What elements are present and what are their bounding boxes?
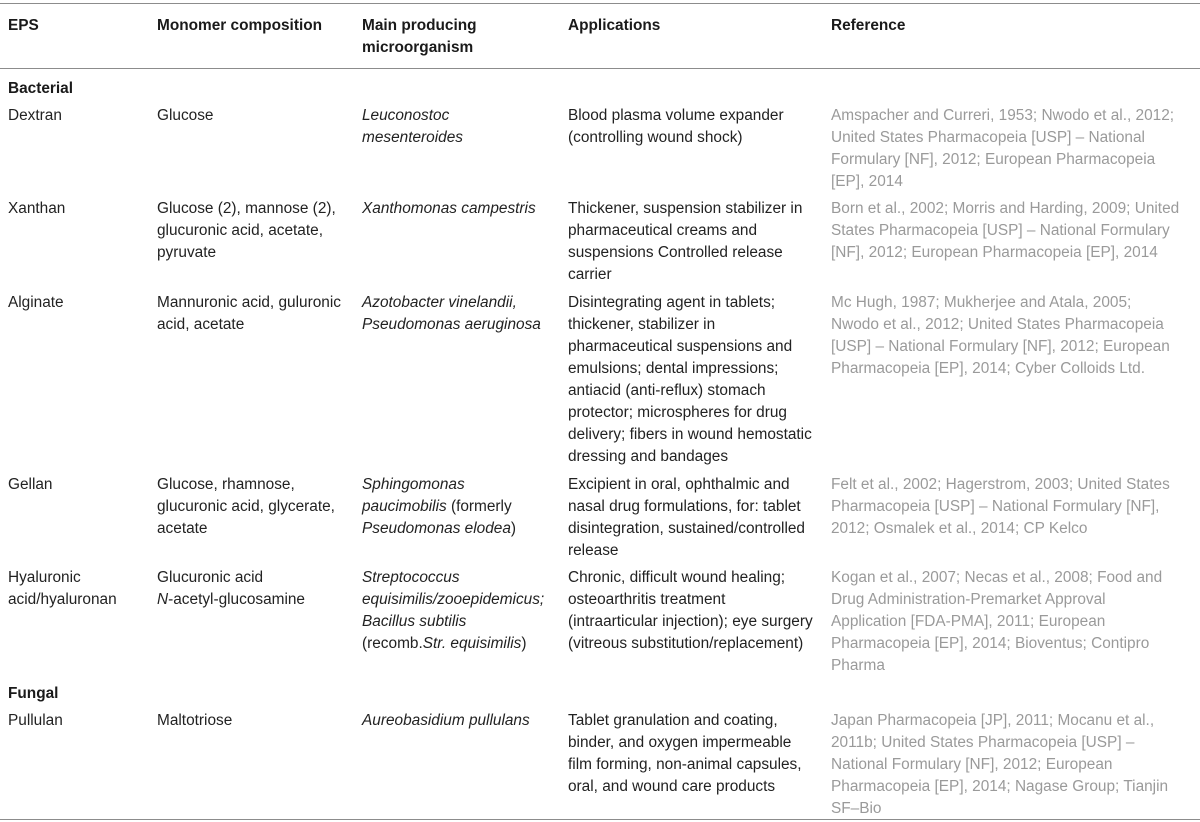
cell-applications: binder, and oxygen impermeable	[568, 734, 792, 751]
cell-monomer: glucuronic acid, glycerate,	[157, 498, 335, 515]
cell-applications: Tablet granulation and coating,	[568, 712, 778, 729]
cell-applications: film forming, non-animal capsules,	[568, 756, 802, 773]
cell-monomer: glucuronic acid, acetate,	[157, 222, 323, 239]
cell-monomer: acetate	[157, 520, 208, 537]
cell-reference: 2011b; United States Pharmacopeia [USP] –	[831, 734, 1135, 751]
cell-reference: Japan Pharmacopeia [JP], 2011; Mocanu et al.,	[831, 712, 1155, 729]
cell-applications: release	[568, 542, 619, 559]
cell-producer	[362, 198, 536, 220]
cell-producer	[362, 589, 544, 611]
cell-monomer	[157, 589, 305, 611]
cell-reference: States Pharmacopeia [USP] – National Formulary	[831, 222, 1170, 239]
cell-reference: National Formulary [NF], 2012; European	[831, 756, 1113, 773]
cell-reference: [NF], 2012; European Pharmacopeia [EP], 2014	[831, 244, 1158, 261]
cell-producer	[362, 518, 516, 540]
cell-applications: nasal drug formulations, for: tablet	[568, 498, 801, 515]
cell-applications: suspensions Controlled release	[568, 244, 783, 261]
cell-producer	[362, 567, 460, 589]
cell-monomer: Glucuronic acid	[157, 569, 264, 586]
header-monomer: Monomer composition	[157, 17, 323, 34]
cell-reference: Born et al., 2002; Morris and Harding, 2009; United	[831, 200, 1180, 217]
cell-applications: pharmaceutical suspensions and	[568, 338, 793, 355]
cell-monomer: Glucose (2), mannose (2),	[157, 200, 336, 217]
cell-applications: Disintegrating agent in tablets;	[568, 294, 776, 311]
cell-applications: (vitreous substitution/replacement)	[568, 635, 804, 652]
cell-applications: delivery; fibers in wound hemostatic	[568, 426, 812, 443]
cell-reference: Pharmacopeia [USP] – National Formulary [NF],	[831, 498, 1160, 515]
cell-monomer: pyruvate	[157, 244, 217, 261]
cell-applications: protector; microspheres for drug	[568, 404, 787, 421]
producer-text: Pseudomonas elodea	[362, 520, 511, 537]
cell-eps: Gellan	[8, 476, 53, 493]
cell-applications: Blood plasma volume expander	[568, 107, 784, 124]
cell-reference: Mc Hugh, 1987; Mukherjee and Atala, 2005;	[831, 294, 1132, 311]
producer-text: Sphingomonas	[362, 476, 465, 493]
cell-applications: emulsions; dental impressions;	[568, 360, 779, 377]
producer-text: mesenteroides	[362, 129, 463, 146]
cell-applications: antiacid (anti-reflux) stomach	[568, 382, 766, 399]
producer-text: Azotobacter vinelandii,	[362, 294, 517, 311]
cell-applications: Chronic, difficult wound healing;	[568, 569, 786, 586]
cell-applications: thickener, stabilizer in	[568, 316, 716, 333]
cell-reference: Kogan et al., 2007; Necas et al., 2008; Food and	[831, 569, 1163, 586]
header-rule	[0, 68, 1200, 69]
cell-reference: Pharmacopeia [EP], 2014; Bioventus; Contipro	[831, 635, 1150, 652]
producer-text: Aureobasidium pullulans	[362, 712, 530, 729]
table-top-rule	[0, 3, 1200, 4]
producer-text: Str. equisimilis	[422, 635, 522, 652]
header-eps: EPS	[8, 17, 39, 34]
producer-text: Pseudomonas aeruginosa	[362, 316, 541, 333]
cell-reference: Pharmacopeia [EP], 2014; Nagase Group; Tianjin	[831, 778, 1169, 795]
header-applications: Applications	[568, 17, 661, 34]
cell-producer	[362, 314, 541, 336]
monomer-text: -acetyl-glucosamine	[168, 591, 305, 608]
cell-producer	[362, 127, 463, 149]
cell-applications: dressing and bandages	[568, 448, 729, 465]
cell-applications: Thickener, suspension stabilizer in	[568, 200, 803, 217]
cell-eps: Pullulan	[8, 712, 63, 729]
header-reference: Reference	[831, 17, 906, 34]
producer-text: Streptococcus	[362, 569, 460, 586]
cell-reference: SF–Bio	[831, 800, 882, 817]
cell-producer	[362, 105, 449, 127]
producer-text: )	[510, 520, 517, 537]
cell-reference: Amspacher and Curreri, 1953; Nwodo et al., 2012;	[831, 107, 1175, 124]
cell-eps: Alginate	[8, 294, 64, 311]
cell-applications: osteoarthritis treatment	[568, 591, 726, 608]
cell-reference: 2012; Osmalek et al., 2014; CP Kelco	[831, 520, 1088, 537]
cell-applications: (controlling wound shock)	[568, 129, 743, 146]
cell-monomer: Glucose	[157, 107, 214, 124]
cell-monomer: Mannuronic acid, guluronic	[157, 294, 341, 311]
cell-monomer: Maltotriose	[157, 712, 233, 729]
cell-applications: disintegration, sustained/controlled	[568, 520, 805, 537]
producer-text: Bacillus subtilis	[362, 613, 467, 630]
cell-reference: [EP], 2014	[831, 173, 903, 190]
producer-text: equisimilis/zooepidemicus;	[362, 591, 545, 608]
cell-reference: Pharmacopeia [EP], 2014; Cyber Colloids Ltd.	[831, 360, 1145, 377]
section-fungal: Fungal	[8, 685, 59, 702]
cell-producer	[362, 292, 517, 314]
producer-text: Leuconostoc	[362, 107, 450, 124]
cell-reference: Formulary [NF], 2012; European Pharmacopeia	[831, 151, 1156, 168]
header-producer-line2: microorganism	[362, 39, 474, 56]
cell-applications: carrier	[568, 266, 612, 283]
producer-text: paucimobilis	[362, 498, 447, 515]
producer-text: (recomb.	[362, 635, 423, 652]
table-bottom-rule	[0, 819, 1200, 820]
cell-eps: acid/hyaluronan	[8, 591, 117, 608]
producer-text: Xanthomonas campestris	[362, 200, 536, 217]
cell-producer	[362, 496, 512, 518]
producer-text: )	[521, 635, 527, 652]
section-bacterial: Bacterial	[8, 80, 74, 97]
producer-text: (formerly	[446, 498, 512, 515]
cell-reference: Drug Administration-Premarket Approval	[831, 591, 1106, 608]
cell-monomer: acid, acetate	[157, 316, 245, 333]
cell-reference: Nwodo et al., 2012; United States Pharmacopeia	[831, 316, 1164, 333]
header-producer-line1: Main producing	[362, 17, 477, 34]
cell-reference: [USP] – National Formulary [NF], 2012; European	[831, 338, 1170, 355]
cell-reference: United States Pharmacopeia [USP] – National	[831, 129, 1145, 146]
cell-applications: Excipient in oral, ophthalmic and	[568, 476, 790, 493]
cell-eps: Xanthan	[8, 200, 66, 217]
cell-eps: Hyaluronic	[8, 569, 81, 586]
cell-producer	[362, 474, 465, 496]
cell-applications: pharmaceutical creams and	[568, 222, 758, 239]
cell-reference: Felt et al., 2002; Hagerstrom, 2003; United States	[831, 476, 1170, 493]
cell-producer	[362, 611, 466, 633]
cell-reference: Application [FDA-PMA], 2011; European	[831, 613, 1106, 630]
cell-monomer: Glucose, rhamnose,	[157, 476, 295, 493]
cell-applications: oral, and wound care products	[568, 778, 776, 795]
cell-producer	[362, 710, 530, 732]
cell-producer	[362, 633, 527, 655]
cell-applications: (intraarticular injection); eye surgery	[568, 613, 813, 630]
cell-reference: Pharma	[831, 657, 885, 674]
monomer-prefix: N	[157, 591, 169, 608]
cell-eps: Dextran	[8, 107, 62, 124]
